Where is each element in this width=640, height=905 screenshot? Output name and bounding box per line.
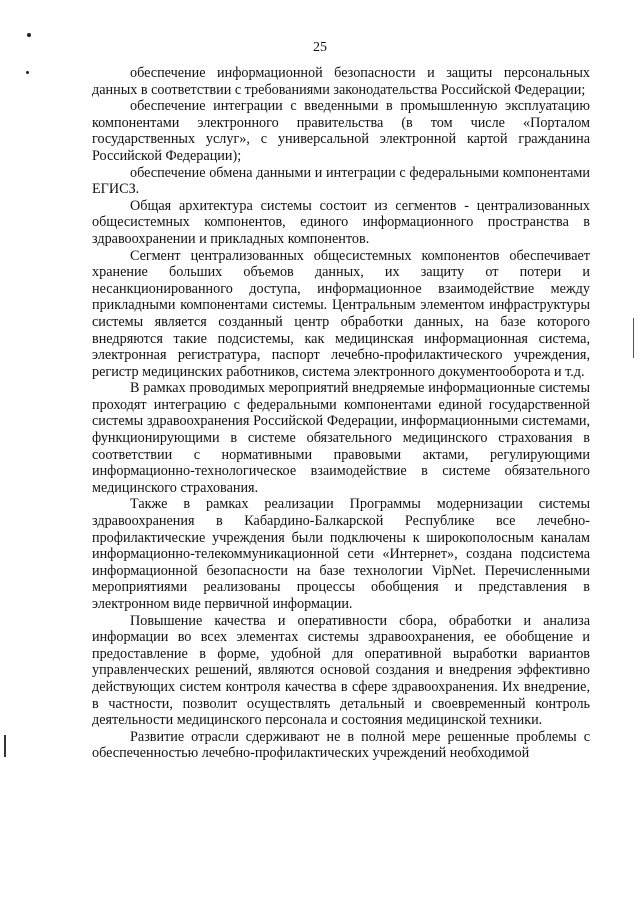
paragraph: обеспечение интеграции с введенными в промышленную эксплуатацию компонентами электронного правительства (в том числе «Порталом государственных услуг», с универсальной электронной картой гражданина Российской Федерации); bbox=[92, 98, 590, 164]
scan-edge-line bbox=[633, 318, 634, 358]
page-number: 25 bbox=[313, 40, 327, 55]
paragraph: Общая архитектура системы состоит из сегментов - централизованных общесистемных компонентов, единого информационного пространства в здравоохранении и прикладных компонентов. bbox=[92, 197, 590, 247]
paragraph: Также в рамках реализации Программы модернизации системы здравоохранения в Кабардино-Балкарской Республике все лечебно-профилактические учреждения были подключены к широкополосным каналам информационно-телекоммуникационной сети «Интернет», создана подсистема информационной безопасности на базе технологии VipNet. Перечисленными мероприятиями реализованы процессы обобщения и представления в электронном виде первичной информации. bbox=[92, 496, 590, 612]
paragraph: Повышение качества и оперативности сбора, обработки и анализа информации во всех элементах системы здравоохранения, ее обобщение и предоставление в форме, удобной для оперативной выработки вариантов управленческих решений, являются основой создания и внедрения эффективно действующих систем контроля качества в сфере здравоохранения. Их внедрение, в частности, позволит осуществлять детальный и своевременный контроль деятельности медицинского персонала и состояния медицинской техники. bbox=[92, 612, 590, 729]
paragraph: Сегмент централизованных общесистемных компонентов обеспечивает хранение больших объемов данных, их защиту от потери и несанкционированного доступа, информационное взаимодействие между прикладными компонентами системы. Центральным элементом инфраструктуры системы является созданный центр обработки данных, на базе которого внедряются такие подсистемы, как медицинская информационная система, электронная регистратура, паспорт лечебно-профилактического учреждения, регистр медицинских работников, система электронного документооборота и т.д. bbox=[92, 247, 590, 380]
paragraph: В рамках проводимых мероприятий внедряемые информационные системы проходят интеграцию с федеральными компонентами единой государственной системы здравоохранения Российской Федерации, информационными системами, функционирующими в системе обязательного медицинского страхования в соответствии с нормативными правовыми актами, регулирующими информационно-технологическое взаимодействие в системе обязательного медицинского страхования. bbox=[92, 380, 590, 496]
paragraph: обеспечение обмена данными и интеграции с федеральными компонентами ЕГИСЗ. bbox=[92, 164, 590, 198]
margin-dot bbox=[26, 71, 29, 74]
paragraph: обеспечение информационной безопасности и защиты персональных данных в соответствии с требованиями законодательства Российской Федерации; bbox=[92, 65, 590, 98]
margin-dot bbox=[27, 33, 31, 37]
scan-edge-line bbox=[4, 735, 6, 757]
paragraph: Развитие отрасли сдерживают не в полной мере решенные проблемы с обеспеченностью лечебно-профилактических учреждений необходимой bbox=[92, 728, 590, 762]
document-body bbox=[92, 65, 590, 762]
